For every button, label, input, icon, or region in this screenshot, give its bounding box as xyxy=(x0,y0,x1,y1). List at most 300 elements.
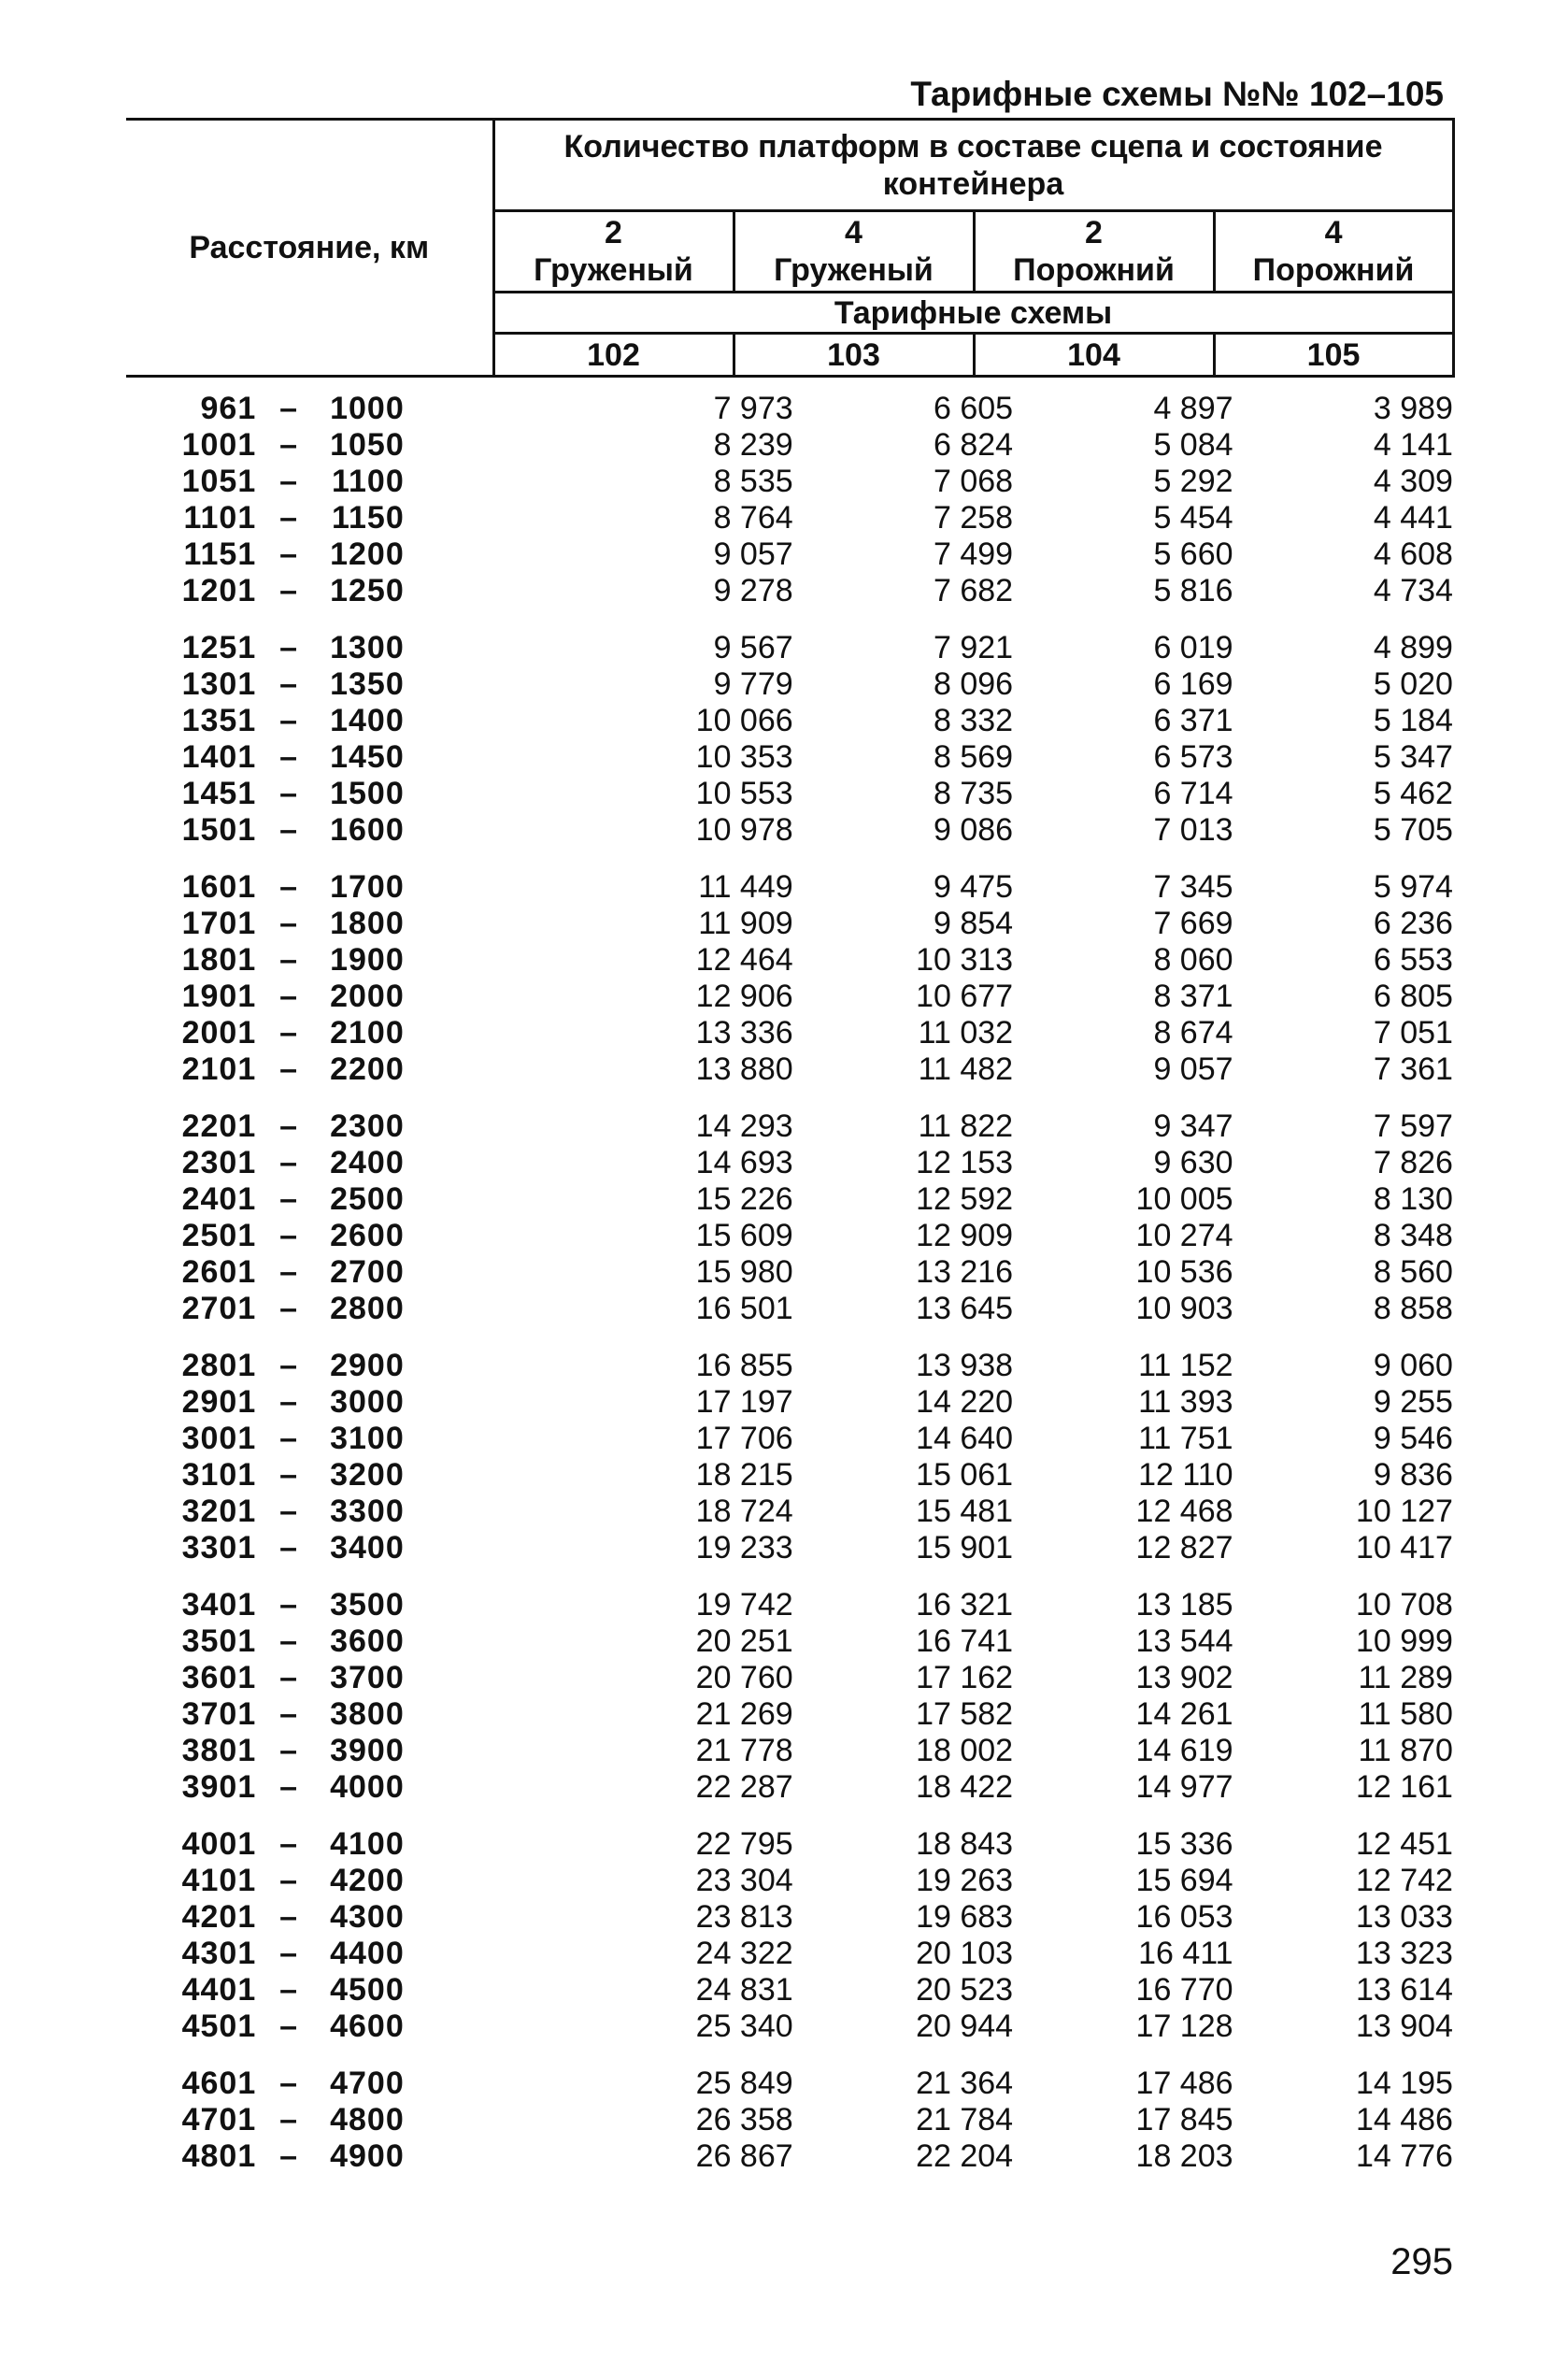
distance-to: 4700 xyxy=(330,2066,405,2101)
distance-dash: – xyxy=(279,1181,298,1217)
value-scheme-102: 14 693 xyxy=(695,1145,793,1180)
distance-dash: – xyxy=(279,1587,298,1623)
value-scheme-103: 14 640 xyxy=(916,1421,1014,1456)
distance-to: 3400 xyxy=(330,1530,405,1565)
distance-to: 1500 xyxy=(330,776,405,811)
value-scheme-104: 5 454 xyxy=(1153,500,1233,536)
value-scheme-103: 15 481 xyxy=(916,1494,1014,1529)
value-scheme-104: 8 060 xyxy=(1153,942,1233,978)
value-scheme-105: 5 184 xyxy=(1373,703,1453,738)
table-row xyxy=(126,942,1453,979)
value-scheme-102: 22 287 xyxy=(695,1769,793,1805)
value-scheme-103: 21 364 xyxy=(916,2066,1014,2101)
distance-dash: – xyxy=(279,666,298,702)
table-row xyxy=(126,1291,1453,1327)
value-scheme-105: 12 161 xyxy=(1355,1769,1453,1805)
distance-from: 4701 xyxy=(181,2102,257,2137)
distance-dash: – xyxy=(279,1863,298,1898)
distance-to: 3500 xyxy=(330,1587,405,1623)
value-scheme-103: 6 824 xyxy=(934,427,1014,463)
table-row xyxy=(126,1051,1453,1088)
value-scheme-104: 15 694 xyxy=(1135,1863,1233,1898)
value-scheme-102: 12 464 xyxy=(695,942,793,978)
distance-to: 1000 xyxy=(330,391,405,426)
value-scheme-102: 25 340 xyxy=(695,2008,793,2044)
distance-header: Расстояние, км xyxy=(126,120,493,377)
value-scheme-104: 11 393 xyxy=(1138,1384,1233,1420)
table-row xyxy=(126,1733,1453,1769)
distance-to: 2700 xyxy=(330,1254,405,1290)
value-scheme-102: 10 978 xyxy=(695,812,793,848)
table-row xyxy=(126,1863,1453,1899)
value-scheme-104: 16 770 xyxy=(1135,1972,1233,2008)
value-scheme-104: 8 674 xyxy=(1153,1015,1233,1051)
distance-from: 1601 xyxy=(181,869,257,905)
value-scheme-104: 13 902 xyxy=(1135,1660,1233,1695)
value-scheme-105: 10 127 xyxy=(1355,1494,1453,1529)
value-scheme-102: 13 336 xyxy=(695,1015,793,1051)
table-row xyxy=(126,776,1453,812)
value-scheme-102: 11 449 xyxy=(698,869,793,905)
distance-to: 4600 xyxy=(330,2008,405,2044)
distance-from: 961 xyxy=(200,391,257,426)
value-scheme-103: 12 592 xyxy=(916,1181,1014,1217)
distance-to: 2300 xyxy=(330,1108,405,1144)
scheme-number-105: 105 xyxy=(1214,334,1453,377)
value-scheme-102: 25 849 xyxy=(695,2066,793,2101)
table-row xyxy=(126,1421,1453,1457)
value-scheme-105: 5 974 xyxy=(1373,869,1453,905)
value-scheme-103: 20 944 xyxy=(916,2008,1014,2044)
distance-from: 1101 xyxy=(183,500,257,536)
value-scheme-105: 13 904 xyxy=(1355,2008,1453,2044)
value-scheme-102: 8 239 xyxy=(713,427,793,463)
table-row xyxy=(126,1623,1453,1660)
table-row xyxy=(126,979,1453,1015)
distance-from: 3801 xyxy=(181,1733,257,1768)
distance-to: 2200 xyxy=(330,1051,405,1087)
distance-to: 1100 xyxy=(331,464,405,499)
value-scheme-105: 7 597 xyxy=(1373,1108,1453,1144)
distance-from: 2301 xyxy=(181,1145,257,1180)
value-scheme-105: 5 705 xyxy=(1373,812,1453,848)
distance-dash: – xyxy=(279,979,298,1014)
value-scheme-102: 20 760 xyxy=(695,1660,793,1695)
value-scheme-104: 17 845 xyxy=(1135,2102,1233,2137)
value-scheme-102: 17 706 xyxy=(695,1421,793,1456)
value-scheme-104: 4 897 xyxy=(1153,391,1233,426)
value-scheme-105: 9 060 xyxy=(1373,1348,1453,1383)
distance-from: 2801 xyxy=(181,1348,257,1383)
value-scheme-105: 6 553 xyxy=(1373,942,1453,978)
distance-from: 3301 xyxy=(181,1530,257,1565)
value-scheme-103: 12 909 xyxy=(916,1218,1014,1253)
row-group xyxy=(126,2066,1453,2175)
distance-to: 3300 xyxy=(330,1494,405,1529)
distance-dash: – xyxy=(279,1291,298,1326)
distance-to: 2100 xyxy=(330,1015,405,1051)
distance-dash: – xyxy=(279,869,298,905)
value-scheme-102: 10 353 xyxy=(695,739,793,775)
value-scheme-104: 6 019 xyxy=(1153,630,1233,665)
column-header-102: 2 Груженый xyxy=(493,211,734,293)
distance-to: 1150 xyxy=(331,500,405,536)
distance-from: 1401 xyxy=(181,739,257,775)
distance-dash: – xyxy=(279,739,298,775)
value-scheme-105: 5 462 xyxy=(1373,776,1453,811)
value-scheme-104: 8 371 xyxy=(1153,979,1233,1014)
distance-dash: – xyxy=(279,1015,298,1051)
distance-from: 3701 xyxy=(181,1696,257,1732)
column-header-105: 4 Порожний xyxy=(1214,211,1453,293)
value-scheme-102: 20 251 xyxy=(695,1623,793,1659)
value-scheme-103: 13 938 xyxy=(916,1348,1014,1383)
distance-from: 3601 xyxy=(181,1660,257,1695)
value-scheme-104: 15 336 xyxy=(1135,1826,1233,1862)
value-scheme-103: 16 321 xyxy=(916,1587,1014,1623)
value-scheme-103: 7 499 xyxy=(934,536,1014,572)
value-scheme-103: 11 032 xyxy=(918,1015,1014,1051)
value-scheme-103: 18 002 xyxy=(916,1733,1014,1768)
distance-dash: – xyxy=(279,1733,298,1768)
value-scheme-102: 10 066 xyxy=(695,703,793,738)
value-scheme-102: 19 742 xyxy=(695,1587,793,1623)
value-scheme-105: 3 989 xyxy=(1373,391,1453,426)
value-scheme-104: 14 261 xyxy=(1135,1696,1233,1732)
value-scheme-105: 14 486 xyxy=(1355,2102,1453,2137)
value-scheme-103: 11 482 xyxy=(918,1051,1014,1087)
value-scheme-104: 17 128 xyxy=(1135,2008,1233,2044)
distance-to: 3200 xyxy=(330,1457,405,1493)
value-scheme-103: 18 843 xyxy=(916,1826,1014,1862)
row-group xyxy=(126,630,1453,849)
value-scheme-102: 8 535 xyxy=(713,464,793,499)
value-scheme-105: 14 776 xyxy=(1355,2138,1453,2174)
distance-from: 3201 xyxy=(181,1494,257,1529)
value-scheme-104: 9 347 xyxy=(1153,1108,1233,1144)
distance-from: 1051 xyxy=(181,464,257,499)
distance-from: 2401 xyxy=(181,1181,257,1217)
distance-to: 2000 xyxy=(330,979,405,1014)
distance-from: 3501 xyxy=(181,1623,257,1659)
value-scheme-105: 4 734 xyxy=(1373,573,1453,608)
distance-dash: – xyxy=(279,703,298,738)
table-row xyxy=(126,1826,1453,1863)
value-scheme-102: 9 057 xyxy=(713,536,793,572)
value-scheme-102: 26 358 xyxy=(695,2102,793,2137)
value-scheme-102: 17 197 xyxy=(695,1384,793,1420)
value-scheme-103: 9 475 xyxy=(934,869,1014,905)
distance-to: 1700 xyxy=(330,869,405,905)
table-row xyxy=(126,573,1453,609)
table-body xyxy=(126,391,1453,2195)
value-scheme-102: 23 304 xyxy=(695,1863,793,1898)
distance-from: 1301 xyxy=(181,666,257,702)
table-row xyxy=(126,630,1453,666)
distance-dash: – xyxy=(279,1348,298,1383)
value-scheme-103: 6 605 xyxy=(934,391,1014,426)
value-scheme-103: 15 901 xyxy=(916,1530,1014,1565)
value-scheme-105: 10 999 xyxy=(1355,1623,1453,1659)
value-scheme-103: 13 645 xyxy=(916,1291,1014,1326)
distance-to: 2900 xyxy=(330,1348,405,1383)
value-scheme-103: 7 258 xyxy=(934,500,1014,536)
distance-to: 1250 xyxy=(330,573,405,608)
distance-from: 4001 xyxy=(181,1826,257,1862)
value-scheme-105: 4 608 xyxy=(1373,536,1453,572)
table-row xyxy=(126,812,1453,849)
distance-from: 1801 xyxy=(181,942,257,978)
value-scheme-102: 26 867 xyxy=(695,2138,793,2174)
value-scheme-102: 9 779 xyxy=(713,666,793,702)
schemes-header: Тарифные схемы xyxy=(493,293,1453,334)
value-scheme-102: 21 269 xyxy=(695,1696,793,1732)
row-group xyxy=(126,1587,1453,1806)
distance-dash: – xyxy=(279,1254,298,1290)
distance-to: 4300 xyxy=(330,1899,405,1935)
value-scheme-105: 4 441 xyxy=(1373,500,1453,536)
distance-to: 3700 xyxy=(330,1660,405,1695)
table-row xyxy=(126,464,1453,500)
table-row xyxy=(126,1899,1453,1936)
distance-to: 4000 xyxy=(330,1769,405,1805)
distance-from: 2501 xyxy=(181,1218,257,1253)
column-header-104: 2 Порожний xyxy=(974,211,1214,293)
row-group xyxy=(126,1826,1453,2045)
scheme-number-104: 104 xyxy=(974,334,1214,377)
distance-from: 1251 xyxy=(181,630,257,665)
value-scheme-103: 11 822 xyxy=(918,1108,1014,1144)
value-scheme-105: 4 899 xyxy=(1373,630,1453,665)
value-scheme-102: 11 909 xyxy=(698,906,793,941)
distance-dash: – xyxy=(279,2138,298,2174)
table-row xyxy=(126,906,1453,942)
value-scheme-103: 15 061 xyxy=(916,1457,1014,1493)
value-scheme-105: 11 870 xyxy=(1358,1733,1453,1768)
distance-dash: – xyxy=(279,812,298,848)
distance-dash: – xyxy=(279,1108,298,1144)
value-scheme-103: 17 582 xyxy=(916,1696,1014,1732)
value-scheme-103: 9 854 xyxy=(934,906,1014,941)
value-scheme-105: 12 451 xyxy=(1355,1826,1453,1862)
value-scheme-103: 12 153 xyxy=(916,1145,1014,1180)
value-scheme-105: 11 289 xyxy=(1358,1660,1453,1695)
value-scheme-105: 14 195 xyxy=(1355,2066,1453,2101)
distance-dash: – xyxy=(279,1826,298,1862)
distance-dash: – xyxy=(279,1899,298,1935)
distance-from: 3101 xyxy=(181,1457,257,1493)
value-scheme-104: 6 169 xyxy=(1153,666,1233,702)
table-row xyxy=(126,666,1453,703)
value-scheme-105: 13 323 xyxy=(1355,1936,1453,1971)
value-scheme-104: 5 660 xyxy=(1153,536,1233,572)
distance-from: 2601 xyxy=(181,1254,257,1290)
value-scheme-102: 19 233 xyxy=(695,1530,793,1565)
value-scheme-104: 10 005 xyxy=(1135,1181,1233,1217)
value-scheme-103: 13 216 xyxy=(916,1254,1014,1290)
distance-dash: – xyxy=(279,427,298,463)
distance-dash: – xyxy=(279,1972,298,2008)
page-number: 295 xyxy=(1390,2241,1453,2282)
value-scheme-102: 7 973 xyxy=(713,391,793,426)
value-scheme-104: 18 203 xyxy=(1135,2138,1233,2174)
distance-dash: – xyxy=(279,464,298,499)
value-scheme-104: 6 714 xyxy=(1153,776,1233,811)
value-scheme-104: 9 630 xyxy=(1153,1145,1233,1180)
value-scheme-104: 12 827 xyxy=(1135,1530,1233,1565)
value-scheme-103: 10 313 xyxy=(916,942,1014,978)
value-scheme-104: 11 152 xyxy=(1138,1348,1233,1383)
distance-dash: – xyxy=(279,906,298,941)
distance-dash: – xyxy=(279,2066,298,2101)
value-scheme-105: 5 020 xyxy=(1373,666,1453,702)
value-scheme-103: 19 263 xyxy=(916,1863,1014,1898)
distance-to: 4400 xyxy=(330,1936,405,1971)
distance-from: 4301 xyxy=(181,1936,257,1971)
distance-to: 2600 xyxy=(330,1218,405,1253)
distance-dash: – xyxy=(279,2102,298,2137)
distance-dash: – xyxy=(279,500,298,536)
value-scheme-104: 10 274 xyxy=(1135,1218,1233,1253)
distance-to: 3000 xyxy=(330,1384,405,1420)
table-row xyxy=(126,1769,1453,1806)
table-row xyxy=(126,1015,1453,1051)
value-scheme-105: 4 309 xyxy=(1373,464,1453,499)
distance-to: 3900 xyxy=(330,1733,405,1768)
value-scheme-105: 4 141 xyxy=(1373,427,1453,463)
table-caption: Тарифные схемы №№ 102–105 xyxy=(910,75,1444,113)
distance-from: 4401 xyxy=(181,1972,257,2008)
table-row xyxy=(126,2008,1453,2045)
value-scheme-102: 18 215 xyxy=(695,1457,793,1493)
distance-from: 4101 xyxy=(181,1863,257,1898)
value-scheme-103: 7 068 xyxy=(934,464,1014,499)
distance-to: 1200 xyxy=(330,536,405,572)
value-scheme-104: 6 573 xyxy=(1153,739,1233,775)
table-row xyxy=(126,500,1453,536)
table-row xyxy=(126,1181,1453,1218)
distance-from: 2701 xyxy=(181,1291,257,1326)
value-scheme-103: 8 735 xyxy=(934,776,1014,811)
distance-dash: – xyxy=(279,1421,298,1456)
value-scheme-102: 13 880 xyxy=(695,1051,793,1087)
distance-to: 4200 xyxy=(330,1863,405,1898)
value-scheme-102: 23 813 xyxy=(695,1899,793,1935)
table-header xyxy=(126,118,1455,378)
distance-dash: – xyxy=(279,1051,298,1087)
distance-to: 4900 xyxy=(330,2138,405,2174)
value-scheme-102: 16 501 xyxy=(695,1291,793,1326)
scheme-number-103: 103 xyxy=(734,334,974,377)
value-scheme-103: 7 682 xyxy=(934,573,1014,608)
distance-to: 1800 xyxy=(330,906,405,941)
distance-dash: – xyxy=(279,1660,298,1695)
distance-to: 1900 xyxy=(330,942,405,978)
table-row xyxy=(126,2102,1453,2138)
table-row xyxy=(126,391,1453,427)
value-scheme-102: 9 567 xyxy=(713,630,793,665)
distance-dash: – xyxy=(279,1769,298,1805)
value-scheme-103: 7 921 xyxy=(934,630,1014,665)
distance-to: 4800 xyxy=(330,2102,405,2137)
distance-from: 3901 xyxy=(181,1769,257,1805)
distance-to: 3100 xyxy=(330,1421,405,1456)
value-scheme-105: 7 826 xyxy=(1373,1145,1453,1180)
table-row xyxy=(126,1587,1453,1623)
distance-from: 1451 xyxy=(181,776,257,811)
table-row xyxy=(126,1494,1453,1530)
distance-from: 1001 xyxy=(181,427,257,463)
distance-dash: – xyxy=(279,630,298,665)
table-row xyxy=(126,1972,1453,2008)
distance-dash: – xyxy=(279,536,298,572)
value-scheme-105: 5 347 xyxy=(1373,739,1453,775)
distance-from: 2101 xyxy=(181,1051,257,1087)
table-row xyxy=(126,1696,1453,1733)
value-scheme-105: 7 051 xyxy=(1373,1015,1453,1051)
value-scheme-104: 5 084 xyxy=(1153,427,1233,463)
value-scheme-105: 9 255 xyxy=(1373,1384,1453,1420)
group-header: Количество платформ в составе сцепа и состояние контейнера xyxy=(493,120,1453,211)
table-row xyxy=(126,1348,1453,1384)
value-scheme-105: 9 836 xyxy=(1373,1457,1453,1493)
distance-from: 2001 xyxy=(181,1015,257,1051)
value-scheme-103: 16 741 xyxy=(916,1623,1014,1659)
distance-to: 1300 xyxy=(330,630,405,665)
distance-from: 3001 xyxy=(181,1421,257,1456)
value-scheme-104: 16 411 xyxy=(1138,1936,1233,1971)
distance-dash: – xyxy=(279,1145,298,1180)
table-row xyxy=(126,1530,1453,1566)
table-row xyxy=(126,2066,1453,2102)
distance-dash: – xyxy=(279,1494,298,1529)
value-scheme-103: 9 086 xyxy=(934,812,1014,848)
value-scheme-102: 15 609 xyxy=(695,1218,793,1253)
value-scheme-103: 21 784 xyxy=(916,2102,1014,2137)
value-scheme-105: 8 130 xyxy=(1373,1181,1453,1217)
table-row xyxy=(126,1254,1453,1291)
distance-from: 4801 xyxy=(181,2138,257,2174)
distance-from: 4501 xyxy=(181,2008,257,2044)
value-scheme-105: 9 546 xyxy=(1373,1421,1453,1456)
value-scheme-102: 24 831 xyxy=(695,1972,793,2008)
distance-from: 1151 xyxy=(183,536,257,572)
value-scheme-104: 5 292 xyxy=(1153,464,1233,499)
value-scheme-103: 19 683 xyxy=(916,1899,1014,1935)
table-row xyxy=(126,869,1453,906)
distance-dash: – xyxy=(279,1696,298,1732)
value-scheme-104: 7 345 xyxy=(1153,869,1233,905)
value-scheme-103: 22 204 xyxy=(916,2138,1014,2174)
value-scheme-102: 22 795 xyxy=(695,1826,793,1862)
table-row xyxy=(126,1457,1453,1494)
value-scheme-102: 24 322 xyxy=(695,1936,793,1971)
value-scheme-105: 12 742 xyxy=(1355,1863,1453,1898)
value-scheme-102: 10 553 xyxy=(695,776,793,811)
value-scheme-104: 9 057 xyxy=(1153,1051,1233,1087)
value-scheme-103: 8 569 xyxy=(934,739,1014,775)
value-scheme-105: 7 361 xyxy=(1373,1051,1453,1087)
distance-to: 4100 xyxy=(330,1826,405,1862)
value-scheme-103: 18 422 xyxy=(916,1769,1014,1805)
table-row xyxy=(126,427,1453,464)
value-scheme-104: 17 486 xyxy=(1135,2066,1233,2101)
distance-from: 1201 xyxy=(181,573,257,608)
value-scheme-104: 7 013 xyxy=(1153,812,1233,848)
value-scheme-105: 8 858 xyxy=(1373,1291,1453,1326)
value-scheme-105: 11 580 xyxy=(1358,1696,1453,1732)
row-group xyxy=(126,869,1453,1088)
